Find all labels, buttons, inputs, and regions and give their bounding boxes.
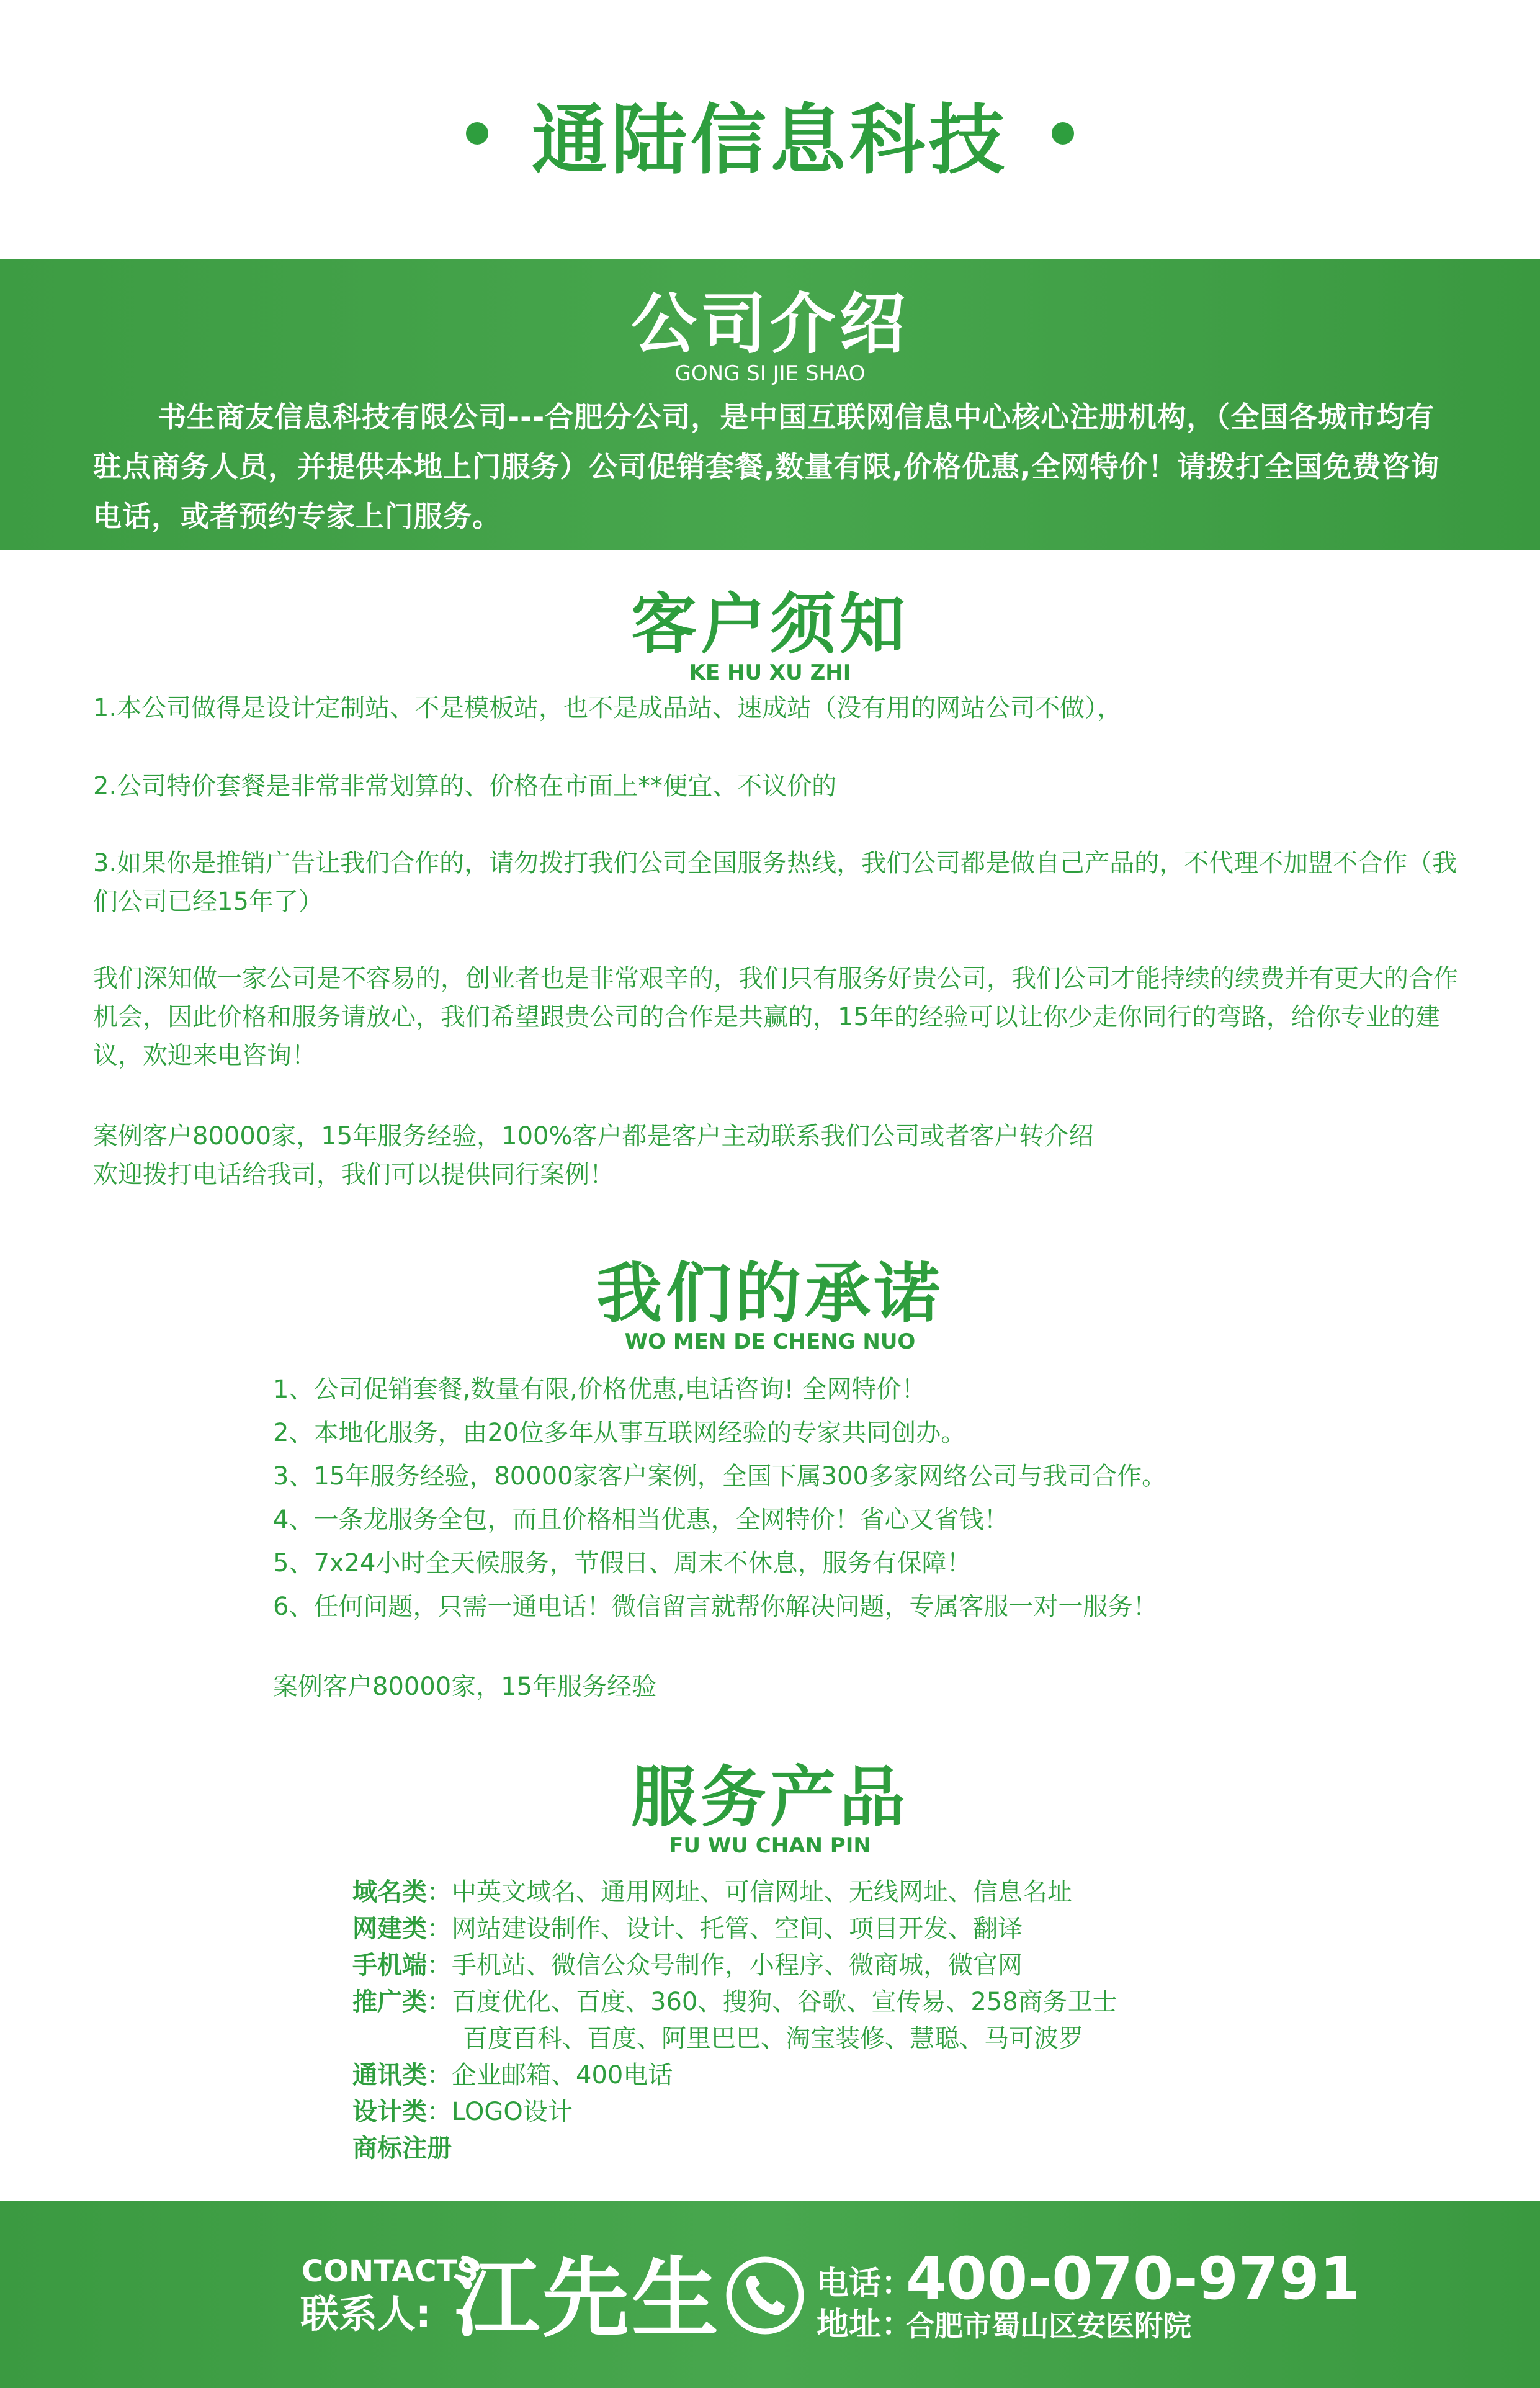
list-item: 5、7x24小时全天候服务，节假日、周末不休息，服务有保障！ — [273, 1549, 972, 1578]
promise-footer: 案例客户80000家，15年服务经验 — [273, 1672, 657, 1701]
list-item: 设计类 ： LOGO设计 — [352, 2094, 1283, 2130]
services-subtitle: FU WU CHAN PIN — [669, 1833, 871, 1858]
service-items: 百度百科、百度、阿里巴巴、淘宝装修、慧聪、马可波罗 — [463, 2024, 1083, 2053]
list-item: 手机端 ： 手机站、微信公众号制作，小程序、微商城，微官网 — [352, 1947, 1283, 1984]
notice-paragraph-5b: 欢迎拨打电话给我司，我们可以提供同行案例！ — [93, 1160, 614, 1189]
contacts-label-cn: 联系人: — [300, 2291, 431, 2336]
service-items: 企业邮箱、400电话 — [452, 2061, 673, 2090]
notice-title: 客户须知 — [631, 586, 909, 663]
service-items: 中英文域名、通用网址、可信网址、无线网址、信息名址 — [452, 1878, 1072, 1906]
brand-title: 通陆信息科技 — [532, 96, 1008, 184]
list-item — [352, 2130, 1283, 2167]
service-label: 推广类 — [352, 1988, 427, 2016]
bullet-dot-icon — [466, 122, 488, 145]
list-item: 2、本地化服务，由20位多年从事互联网经验的专家共同创办。 — [273, 1419, 966, 1447]
services-title: 服务产品 — [631, 1759, 909, 1836]
phone-label: 电话： — [817, 2265, 914, 2302]
service-items: LOGO设计 — [452, 2098, 573, 2126]
list-item: 通讯类 ： 企业邮箱、400电话 — [352, 2057, 1283, 2094]
notice-paragraph-4: 我们深知做一家公司是不容易的，创业者也是非常艰辛的，我们只有服务好贵公司，我们公司才能持续的续费并有更大的合作机会，因此价格和服务请放心，我们希望跟贵公司的合作是共赢的，15年的经验可以让你少走你同行的弯路，给你专业的建议，欢迎来电咨询！ — [93, 964, 1458, 1070]
list-item: 网建类 ： 网站建设制作、设计、托管、空间、项目开发、翻译 — [352, 1911, 1283, 1947]
notice-paragraph-5a: 案例客户80000家，15年服务经验，100%客户都是客户主动联系我们公司或者客户转介绍 — [93, 1122, 1094, 1151]
brand-header — [0, 81, 1540, 186]
promise-subtitle: WO MEN DE CHENG NUO — [624, 1329, 916, 1354]
notice-paragraph-1: 1.本公司做得是设计定制站、不是模板站，也不是成品站、速成站（没有用的网站公司不做）， — [93, 694, 1122, 722]
phone-icon — [725, 2255, 805, 2336]
phone-number[interactable]: 400-070-9791 — [906, 2245, 1361, 2313]
service-items: 百度优化、百度、360、搜狗、谷歌、宣传易、258商务卫士 — [452, 1988, 1117, 2016]
intro-title: 公司介绍 — [631, 286, 909, 362]
service-label: 网建类 — [352, 1914, 427, 1943]
list-item — [352, 2021, 1283, 2057]
promise-list — [273, 1368, 1390, 1628]
intro-text: 书生商友信息科技有限公司---合肥分公司，是中国互联网信息中心核心注册机构，（全国各城市均有驻点商务人员，并提供本地上门服务）公司促销套餐,数量有限,价格优惠,全网特价！请拨打全国免费咨询电话，或者预约专家上门服务。 — [93, 400, 1440, 533]
service-label: 设计类 — [352, 2098, 427, 2126]
list-item: 6、任何问题，只需一通电话！微信留言就帮你解决问题，专属客服一对一服务！ — [273, 1592, 1158, 1621]
list-item: 域名类 ： 中英文域名、通用网址、可信网址、无线网址、信息名址 — [352, 1874, 1283, 1911]
promise-title: 我们的承诺 — [596, 1255, 944, 1332]
services-list — [352, 1874, 1283, 2167]
service-items: 手机站、微信公众号制作，小程序、微商城，微官网 — [452, 1951, 1023, 1980]
service-items: 网站建设制作、设计、托管、空间、项目开发、翻译 — [452, 1914, 1023, 1943]
list-item: 1、公司促销套餐,数量有限,价格优惠,电话咨询! 全网特价！ — [273, 1375, 926, 1404]
list-item: 3、15年服务经验，80000家客户案例，全国下属300多家网络公司与我司合作。 — [273, 1462, 1166, 1491]
list-item: 4、一条龙服务全包，而且价格相当优惠，全网特价！省心又省钱！ — [273, 1506, 1009, 1534]
notice-subtitle: KE HU XU ZHI — [689, 660, 851, 685]
service-label: 手机端 — [352, 1951, 427, 1980]
contacts-label-en: CONTACTS — [302, 2254, 478, 2289]
intro-subtitle: GONG SI JIE SHAO — [674, 361, 866, 386]
address-value: 合肥市蜀山区安医附院 — [906, 2309, 1191, 2343]
service-label: 域名类 — [352, 1878, 427, 1906]
notice-paragraph-2: 2.公司特价套餐是非常非常划算的、价格在市面上**便宜、不议价的 — [93, 772, 837, 801]
address-label: 地址： — [817, 2306, 914, 2343]
notice-paragraph-3: 3.如果你是推销广告让我们合作的，请勿拨打我们公司全国服务热线，我们公司都是做自己产品的，不代理不加盟不合作（我们公司已经15年了） — [93, 849, 1457, 916]
service-label: 商标注册 — [352, 2134, 452, 2163]
service-label: 通讯类 — [352, 2061, 427, 2090]
list-item: 推广类 ： 百度优化、百度、360、搜狗、谷歌、宣传易、258商务卫士 — [352, 1984, 1283, 2021]
contact-name: 江先生 — [453, 2248, 722, 2350]
bullet-dot-icon — [1052, 122, 1074, 145]
